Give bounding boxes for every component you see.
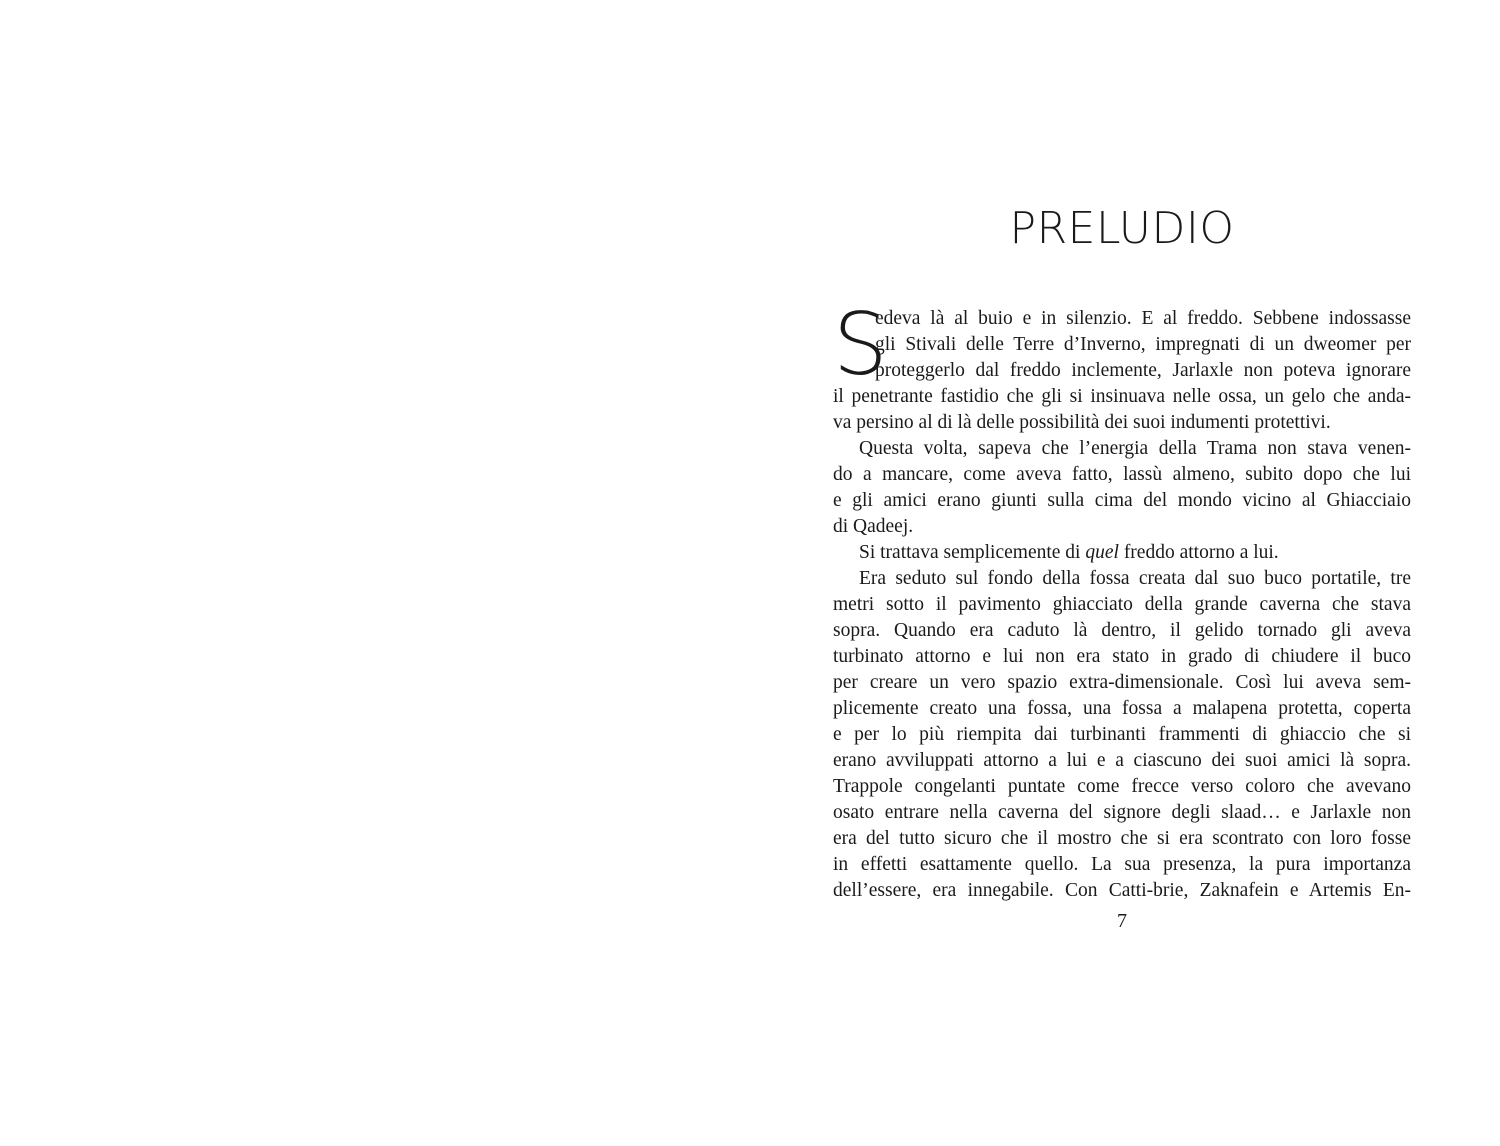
text-line: era del tutto sicuro che il mostro che si era scontrato con loro fosse bbox=[833, 828, 1411, 849]
text-line-suffix: freddo attorno a lui. bbox=[1123, 542, 1279, 563]
text-line: osato entrare nella caverna del signore degli slaad… e Jarlaxle non bbox=[833, 802, 1411, 823]
text-line: do a mancare, come aveva fatto, lassù almeno, subito dopo che lui bbox=[833, 464, 1411, 485]
text-line: e gli amici erano giunti sulla cima del mondo vicino al Ghiacciaio bbox=[833, 490, 1411, 511]
text-line: sopra. Quando era caduto là dentro, il gelido tornado gli aveva bbox=[833, 620, 1411, 641]
text-line: va persino al di là delle possibilità dei suoi indumenti protettivi. bbox=[833, 412, 1331, 433]
chapter-title: PRELUDIO bbox=[1009, 203, 1235, 254]
text-line: Questa volta, sapeva che l’energia della Trama non stava venen- bbox=[859, 438, 1411, 459]
text-line: gli Stivali delle Terre d’Inverno, impregnati di un dweomer per bbox=[875, 334, 1411, 355]
right-page bbox=[750, 0, 1500, 1146]
text-line: di Qadeej. bbox=[833, 516, 914, 537]
body-text bbox=[833, 295, 1411, 904]
text-line: edeva là al buio e in silenzio. E al freddo. Sebbene indossasse bbox=[875, 308, 1411, 329]
text-line: in effetti esattamente quello. La sua presenza, la pura importanza bbox=[833, 854, 1411, 875]
text-line: Era seduto sul fondo della fossa creata dal suo buco portatile, tre bbox=[859, 568, 1411, 589]
text-line: e per lo più riempita dai turbinanti frammenti di ghiaccio che si bbox=[833, 724, 1411, 745]
text-line: proteggerlo dal freddo inclemente, Jarlaxle non poteva ignorare bbox=[875, 360, 1411, 381]
text-line: per creare un vero spazio extra-dimensionale. Così lui aveva sem- bbox=[833, 672, 1411, 693]
text-line bbox=[833, 540, 1411, 566]
text-line: plicemente creato una fossa, una fossa a malapena protetta, coperta bbox=[833, 698, 1411, 719]
text-line: erano avviluppati attorno a lui e a ciascuno dei suoi amici là sopra. bbox=[833, 750, 1411, 771]
text-line: turbinato attorno e lui non era stato in grado di chiudere il buco bbox=[833, 646, 1411, 667]
text-line-prefix: Si trattava semplicemente di bbox=[859, 542, 1081, 563]
text-line: il penetrante fastidio che gli si insinuava nelle ossa, un gelo che anda- bbox=[833, 386, 1411, 407]
text-line: dell’essere, era innegabile. Con Catti-brie, Zaknafein e Artemis En- bbox=[833, 880, 1411, 901]
drop-cap: S bbox=[833, 295, 888, 395]
page-number: 7 bbox=[1117, 910, 1127, 932]
italic-word: quel bbox=[1085, 542, 1119, 563]
text-line: Trappole congelanti puntate come frecce verso coloro che avevano bbox=[833, 776, 1411, 797]
text-line: metri sotto il pavimento ghiacciato della grande caverna che stava bbox=[833, 594, 1411, 615]
